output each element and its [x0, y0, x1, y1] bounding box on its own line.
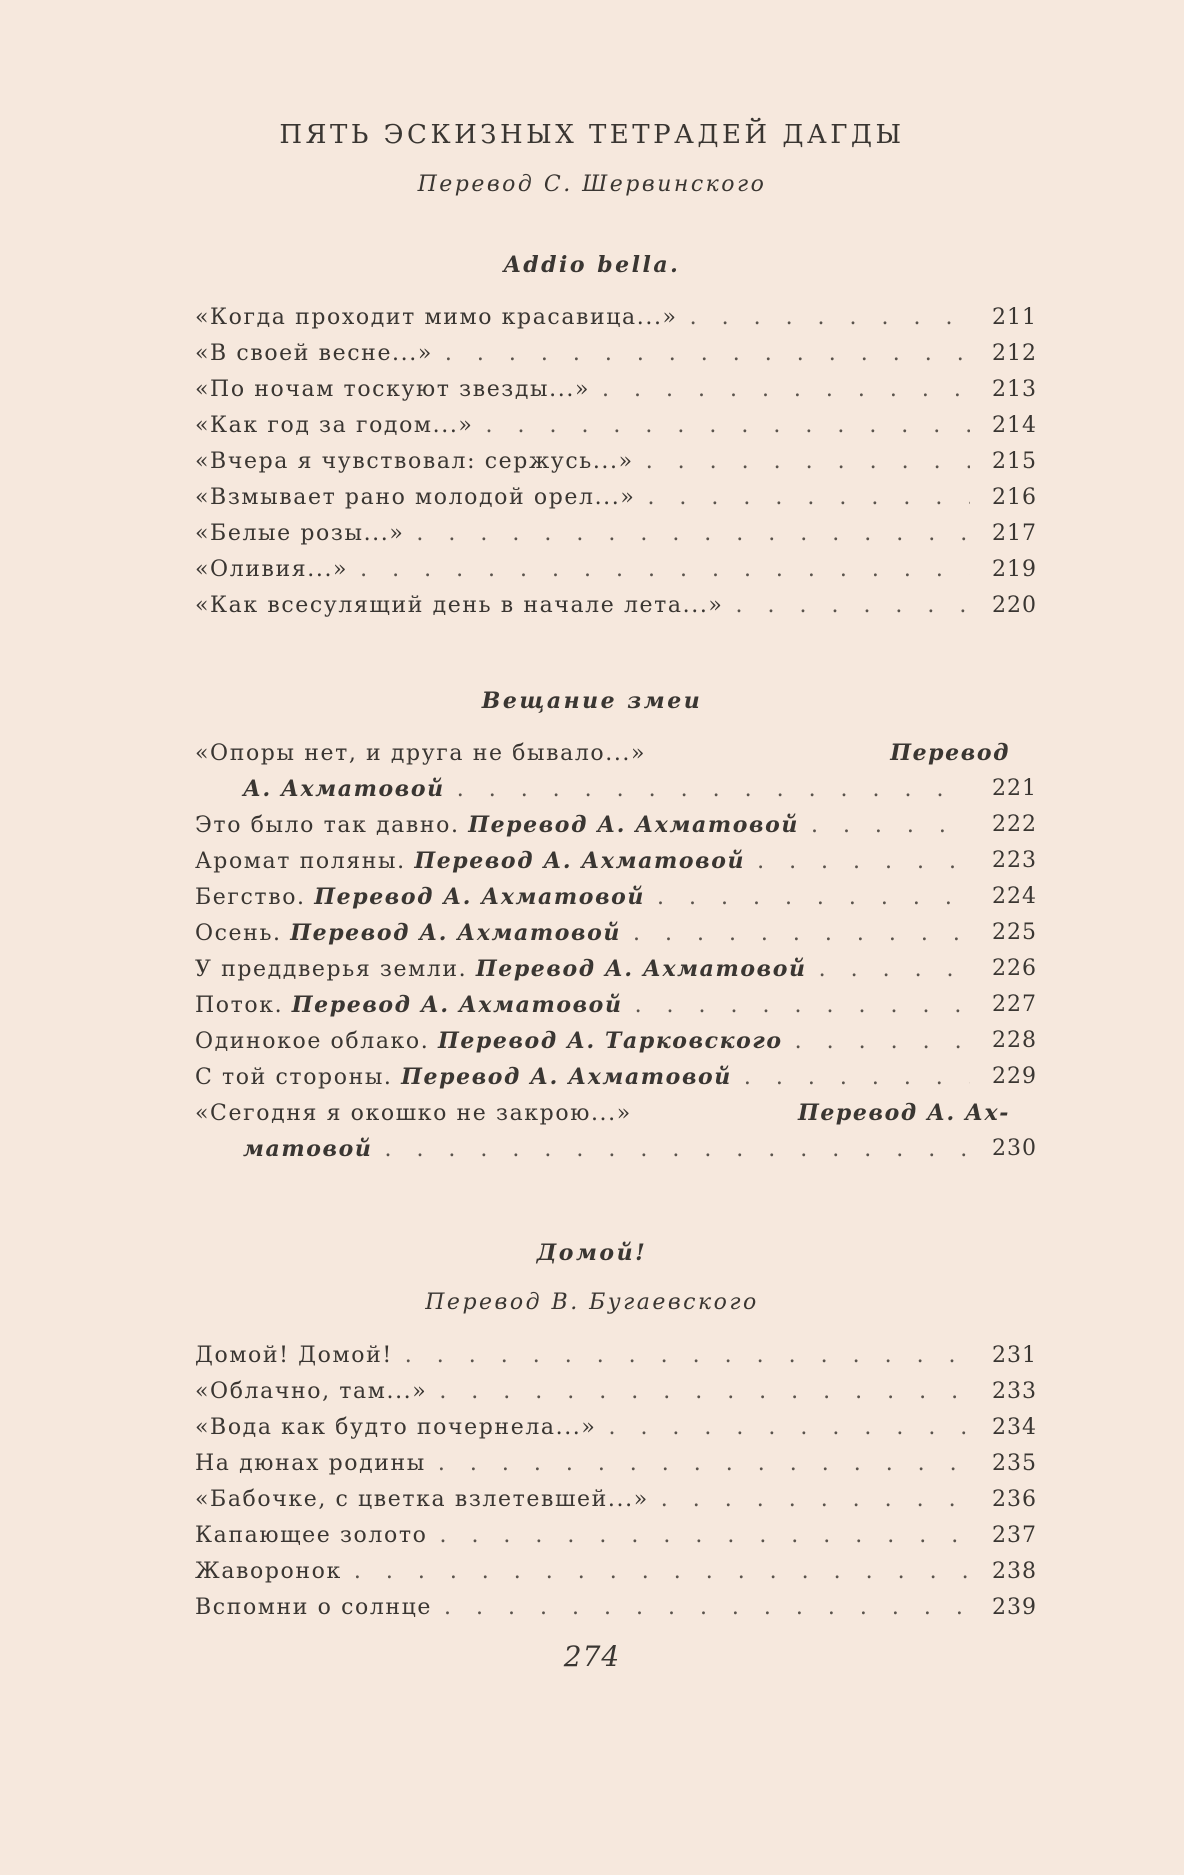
toc-entry[interactable] [195, 987, 1037, 1023]
translator-note: А. Ахматовой [243, 776, 445, 802]
page-ref: 234 [992, 1415, 1037, 1440]
page-ref: 228 [992, 1028, 1037, 1053]
translator-note: Перевод А. Ах- [797, 1100, 1010, 1126]
entry-title: «Вчера я чувствовал: сержусь...» [195, 449, 634, 474]
translator-note: Перевод [890, 740, 1010, 766]
page-ref: 226 [992, 956, 1037, 981]
toc-entry[interactable] [195, 1518, 1037, 1554]
toc-entry[interactable] [195, 879, 1037, 915]
section-heading-domoi: Домой! [536, 1240, 648, 1266]
entry-title: Вспомни о солнце [195, 1595, 433, 1620]
toc-section-1 [195, 300, 1037, 624]
entry-title: «Взмывает рано молодой орел...» [195, 485, 636, 510]
dot-leader [646, 444, 970, 480]
toc-entry[interactable] [195, 408, 1037, 444]
translator-note: матовой [243, 1136, 373, 1162]
page-ref: 223 [992, 848, 1037, 873]
translator-credit: Перевод С. Шервинского [417, 172, 767, 197]
page-ref: 238 [992, 1559, 1037, 1584]
page-ref: 216 [992, 485, 1037, 510]
entry-title: На дюнах родины [195, 1451, 426, 1476]
toc-entry[interactable] [195, 1482, 1037, 1518]
translator-credit: Перевод В. Бугаевского [425, 1290, 759, 1315]
dot-leader [744, 1060, 970, 1096]
entry-title: «Сегодня я окошко не закрою...» [195, 1101, 632, 1126]
dot-leader [384, 1132, 970, 1168]
entry-title: Одинокое облако. [195, 1029, 430, 1054]
toc-entry[interactable] [195, 372, 1037, 408]
entry-title: Поток. [195, 993, 284, 1018]
toc-entry[interactable] [195, 1095, 1037, 1167]
page-ref: 217 [992, 521, 1037, 546]
page-ref: 215 [992, 449, 1037, 474]
translator-note: Перевод А. Ахматовой [468, 812, 799, 838]
toc-entry[interactable] [195, 807, 1037, 843]
toc-entry[interactable] [195, 915, 1037, 951]
toc-entry[interactable] [195, 336, 1037, 372]
translator-note: Перевод А. Ахматовой [401, 1064, 732, 1090]
dot-leader [757, 844, 970, 880]
translator-note: Перевод А. Тарковского [437, 1028, 783, 1054]
toc-entry[interactable] [195, 735, 1037, 807]
toc-entry[interactable] [195, 1374, 1037, 1410]
toc-entry[interactable] [195, 300, 1037, 336]
entry-title: «Когда проходит мимо красавица...» [195, 305, 678, 330]
translator-note: Перевод А. Ахматовой [291, 992, 623, 1018]
entry-title: Капающее золото [195, 1523, 428, 1548]
toc-entry[interactable] [195, 516, 1037, 552]
dot-leader [647, 480, 970, 516]
entry-title: Домой! Домой! [195, 1343, 393, 1368]
section-heading-veshchanie-zmei: Вещание змеи [481, 688, 703, 714]
entry-title: «Бабочке, с цветка взлетевшей...» [195, 1487, 649, 1512]
dot-leader [608, 1410, 970, 1446]
dot-leader [635, 988, 970, 1024]
dot-leader [485, 408, 970, 444]
page-ref: 220 [992, 593, 1037, 618]
toc-section-3 [195, 1338, 1037, 1626]
entry-title: «Облачно, там...» [195, 1379, 428, 1404]
entry-title: «По ночам тоскуют звезды...» [195, 377, 591, 402]
dot-leader [602, 372, 970, 408]
page-number: 274 [563, 1640, 621, 1673]
page-ref: 235 [992, 1451, 1037, 1476]
page-ref: 213 [992, 377, 1037, 402]
dot-leader [661, 1482, 970, 1518]
dot-leader [657, 880, 970, 916]
toc-section-2 [195, 735, 1037, 1167]
translator-note: Перевод А. Ахматовой [475, 956, 807, 982]
page-ref: 224 [992, 884, 1037, 909]
section-heading-addio-bella: Addio bella. [503, 252, 681, 278]
toc-entry[interactable] [195, 1338, 1037, 1374]
toc-entry[interactable] [195, 1590, 1037, 1626]
dot-leader [354, 1554, 970, 1590]
toc-entry[interactable] [195, 1446, 1037, 1482]
entry-title: Жаворонок [195, 1559, 342, 1584]
toc-entry[interactable] [195, 1554, 1037, 1590]
page-ref: 233 [992, 1379, 1037, 1404]
page-ref: 221 [992, 776, 1037, 801]
dot-leader [445, 336, 970, 372]
toc-entry[interactable] [195, 588, 1037, 624]
page-ref: 214 [992, 413, 1037, 438]
page-ref: 227 [992, 992, 1037, 1017]
toc-entry[interactable] [195, 1410, 1037, 1446]
dot-leader [819, 952, 970, 988]
translator-note: Перевод А. Ахматовой [314, 884, 645, 910]
dot-leader [439, 1374, 970, 1410]
dot-leader [438, 1446, 970, 1482]
entry-title: «Как всесулящий день в начале лета...» [195, 593, 724, 618]
dot-leader [690, 300, 970, 336]
toc-entry[interactable] [195, 1059, 1037, 1095]
page-ref: 219 [992, 557, 1037, 582]
toc-entry[interactable] [195, 552, 1037, 588]
page-ref: 231 [992, 1343, 1037, 1368]
toc-entry[interactable] [195, 1023, 1037, 1059]
toc-entry[interactable] [195, 951, 1037, 987]
book-title: ПЯТЬ ЭСКИЗНЫХ ТЕТРАДЕЙ ДАГДЫ [279, 120, 905, 150]
page-ref: 229 [992, 1064, 1037, 1089]
dot-leader [416, 516, 970, 552]
entry-title: «Как год за годом...» [195, 413, 474, 438]
page-ref: 239 [992, 1595, 1037, 1620]
entry-title: «В своей весне...» [195, 341, 433, 366]
dot-leader [457, 772, 970, 808]
page-ref: 230 [992, 1136, 1037, 1161]
page-ref: 222 [992, 812, 1037, 837]
dot-leader [736, 588, 971, 624]
entry-title: Бегство. [195, 885, 306, 910]
dot-leader [444, 1590, 970, 1626]
translator-note: Перевод А. Ахматовой [414, 848, 746, 874]
dot-leader [405, 1338, 970, 1374]
entry-title: «Белые розы...» [195, 521, 405, 546]
entry-title: «Оливия...» [195, 557, 349, 582]
dot-leader [633, 916, 970, 952]
page-ref: 236 [992, 1487, 1037, 1512]
dot-leader [439, 1518, 970, 1554]
toc-entry[interactable] [195, 444, 1037, 480]
entry-title: «Вода как будто почернела...» [195, 1415, 597, 1440]
entry-title: С той стороны. [195, 1065, 393, 1090]
dot-leader [360, 552, 970, 588]
entry-title: Аромат поляны. [195, 849, 406, 874]
page-ref: 212 [992, 341, 1037, 366]
entry-title: У преддверья земли. [195, 957, 468, 982]
dot-leader [795, 1024, 970, 1060]
toc-entry[interactable] [195, 843, 1037, 879]
page-ref: 225 [992, 920, 1037, 945]
page-ref: 237 [992, 1523, 1037, 1548]
entry-title: Осень. [195, 921, 282, 946]
toc-entry[interactable] [195, 480, 1037, 516]
translator-note: Перевод А. Ахматовой [290, 920, 621, 946]
entry-title: Это было так давно. [195, 813, 460, 838]
page-ref: 211 [992, 305, 1037, 330]
entry-title: «Опоры нет, и друга не бывало...» [195, 741, 647, 766]
dot-leader [811, 808, 970, 844]
